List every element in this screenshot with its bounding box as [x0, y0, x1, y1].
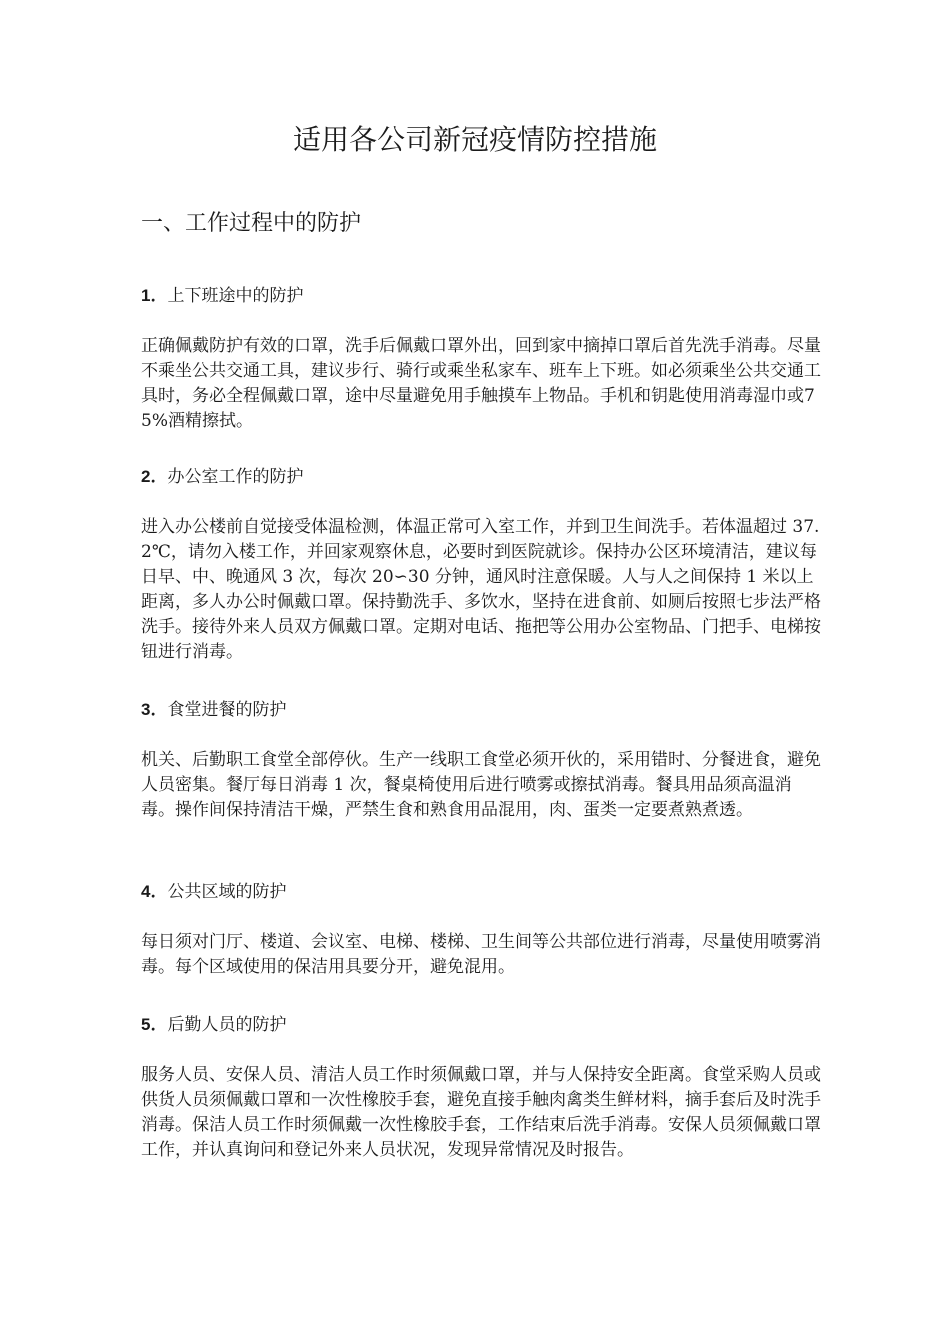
subsection-heading-1 — [141, 283, 303, 309]
subsection-number: 5． — [141, 1015, 168, 1034]
subsection-heading-3 — [141, 697, 286, 723]
subsection-title: 后勤人员的防护 — [167, 1015, 287, 1035]
subsection-number: 2． — [141, 467, 168, 486]
subsection-title: 上下班途中的防护 — [167, 286, 304, 306]
subsection-body-4: 每日须对门厅、楼道、会议室、电梯、楼梯、卫生间等公共部位进行消毒，尽量使用喷雾消毒。每个区域使用的保洁用具要分开，避免混用。 — [141, 932, 821, 977]
subsection-body-3: 机关、后勤职工食堂全部停伙。生产一线职工食堂必须开伙的，采用错时、分餐进食，避免人员密集。餐厅每日消毒 1 次，餐桌椅使用后进行喷雾或擦拭消毒。餐具用品须高温消毒。操作间保持清洁干燥，严禁生食和熟食用品混用，肉、蛋类一定要煮熟煮透。 — [141, 750, 821, 820]
subsection-title: 公共区域的防护 — [167, 882, 287, 902]
document-title: 适用各公司新冠疫情防控措施 — [292, 123, 657, 156]
subsection-number: 1． — [141, 286, 168, 305]
subsection-number: 3． — [141, 700, 168, 719]
subsection-title: 食堂进餐的防护 — [167, 700, 287, 720]
subsection-body-1: 正确佩戴防护有效的口罩，洗手后佩戴口罩外出，回到家中摘掉口罩后首先洗手消毒。尽量不乘坐公共交通工具，建议步行、骑行或乘坐私家车、班车上下班。如必须乘坐公共交通工具时，务必全程佩戴口罩，途中尽量避免用手触摸车上物品。手机和钥匙使用消毒湿巾或75%酒精擦拭。 — [141, 336, 821, 431]
subsection-heading-2 — [141, 464, 303, 490]
section-heading: 一、工作过程中的防护 — [141, 211, 362, 236]
subsection-body-2: 进入办公楼前自觉接受体温检测，体温正常可入室工作，并到卫生间洗手。若体温超过 37.2℃，请勿入楼工作，并回家观察休息，必要时到医院就诊。保持办公区环境清洁，建议每日早、中、晚通风 3 次，每次 20∽30 分钟，通风时注意保暖。人与人之间保持 1 米以上距离，多人办公时佩戴口罩。保持勤洗手、多饮水，坚持在进食前、如厕后按照七步法严格洗手。接待外来人员双方佩戴口罩。定期对电话、拖把等公用办公室物品、门把手、电梯按钮进行消毒。 — [141, 517, 821, 662]
subsection-heading-4 — [141, 879, 286, 905]
subsection-heading-5 — [141, 1012, 286, 1038]
subsection-body-5: 服务人员、安保人员、清洁人员工作时须佩戴口罩，并与人保持安全距离。食堂采购人员或供货人员须佩戴口罩和一次性橡胶手套，避免直接手触肉禽类生鲜材料，摘手套后及时洗手消毒。保洁人员工作时须佩戴一次性橡胶手套，工作结束后洗手消毒。安保人员须佩戴口罩工作，并认真询问和登记外来人员状况，发现异常情况及时报告。 — [141, 1065, 821, 1160]
subsection-title: 办公室工作的防护 — [167, 467, 304, 487]
subsection-number: 4． — [141, 882, 168, 901]
